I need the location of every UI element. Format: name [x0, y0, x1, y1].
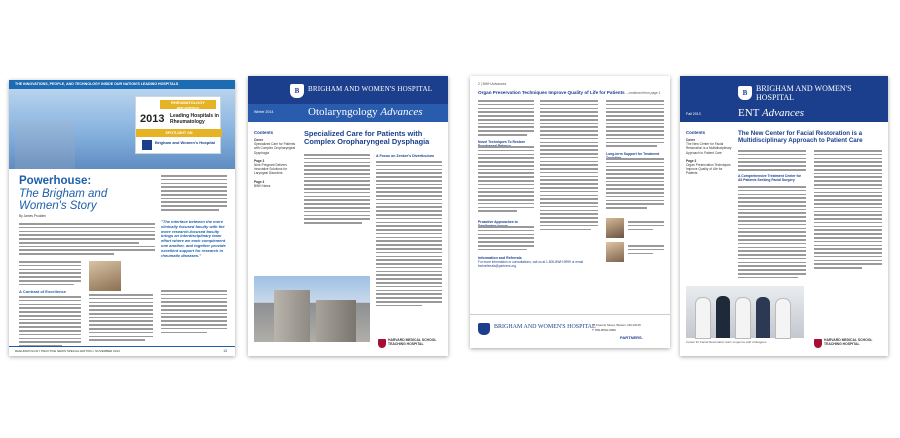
toc-text: Nine-Pregnant Delivers Innovative Solutions for Laryngeal Disorders	[254, 163, 288, 176]
contents-sidebar	[686, 130, 732, 176]
article-column-2	[376, 161, 442, 308]
journal-name: ENT	[738, 107, 760, 119]
masthead-hospital: BRIGHAM AND WOMEN'S HOSPITAL	[308, 85, 433, 93]
badge-sub: BEST HOSPITALS	[176, 107, 200, 110]
col-1-mid	[478, 146, 534, 214]
rheumatology-article-page	[9, 80, 235, 356]
badge-top: RHEUMATOLOGY	[170, 100, 206, 105]
info-text[interactable]: For more information or consultations, call us at 1-800-BWH-9999 or email bwhreferrals@partners.org.	[478, 260, 584, 269]
badge-year: 2013	[140, 113, 165, 125]
footer-address: 75 Francis Street, Boston, MA 02115	[592, 323, 641, 327]
ent-advances-page	[680, 76, 888, 356]
issue-date: Winter 2014	[254, 110, 274, 114]
bwh-shield-icon: B	[738, 86, 752, 100]
col-3-top	[606, 100, 664, 149]
running-header: 2 | BWH Advances	[478, 82, 507, 86]
footer-left: RHEUMATOLOGY PRACTICE NEWS SPECIAL EDITION • NOVEMBER 2013	[15, 349, 120, 353]
cover-headline: The New Center for Facial Restoration is a Multidisciplinary Approach to Patient Care	[738, 130, 863, 145]
article-title	[19, 175, 149, 213]
title-line3: Women's Story	[19, 200, 97, 212]
journal-advances: Advances	[761, 107, 805, 119]
journal-advances: Advances	[380, 106, 423, 118]
body-column-3	[161, 290, 227, 335]
footer-page-number: 13	[223, 349, 227, 353]
spotlight-name: Brigham and Women's Hospital	[155, 140, 215, 145]
section-heading: A Contrast of Excellence	[19, 289, 66, 294]
journal-title	[738, 107, 804, 119]
toc-page: Cover	[254, 138, 264, 142]
article-headline	[478, 90, 664, 95]
article-column-1	[738, 150, 806, 173]
journal-title	[308, 106, 423, 118]
top-banner	[9, 80, 235, 89]
info-title: Information and Referrals	[478, 256, 522, 260]
footer-text: HARVARD MEDICAL SCHOOL TEACHING HOSPITAL	[388, 338, 437, 347]
page-footer	[9, 346, 235, 356]
toc-item[interactable]	[254, 159, 298, 176]
spotlight-bar: SPOTLIGHT ON	[136, 129, 222, 137]
doctor-profile-2	[606, 242, 664, 264]
issue-bar	[248, 104, 448, 122]
right-column-text	[161, 175, 227, 213]
continued-note: ...continued from page 1	[625, 91, 661, 95]
issue-date: Fall 2013	[686, 112, 701, 116]
subhead: A Comprehensive Treatment Center for All Patients Seeking Facial Surgery	[738, 174, 801, 182]
headline-text: Organ Preservation Techniques Improve Quality of Life for Patients	[478, 90, 625, 95]
toc-text: The New Center for Facial Restoration is a Multidisciplinary Approach to Patient Care	[686, 142, 732, 155]
contents-sidebar	[254, 130, 298, 188]
toc-item[interactable]	[686, 138, 732, 155]
col-1-top	[478, 100, 534, 138]
badge-line1: Leading Hospitals in	[170, 113, 219, 119]
body-column-2	[89, 294, 153, 343]
col-2	[540, 100, 598, 232]
toc-text: BWH News	[254, 183, 271, 188]
banner-text: THE INNOVATIONS, PEOPLE, AND TECHNOLOGY INSIDE OUR NATION'S LEADING HOSPITALS	[15, 82, 179, 86]
spotlight-logo	[142, 140, 152, 150]
toc-text: Specialized Care for Patients with Complex Oropharyngeal Dysphagia	[254, 142, 296, 155]
pull-quote: "The interface between the more clinically focused faculty with the more research-focused faculty brings an interdisciplinary team effort where we each complement one another, and together provide excellent support for research in rheumatic diseases."	[161, 219, 226, 258]
subhead-2: Proactive Approaches to	[478, 220, 518, 224]
toc-page: Page 3	[254, 158, 265, 163]
award-badge	[135, 96, 221, 154]
subhead: A Focus on Zenker's Diverticulum	[376, 154, 434, 158]
issue-bar	[680, 104, 888, 122]
col-3-mid	[606, 158, 664, 211]
cover-headline: Specialized Care for Patients with Complex Oropharyngeal Dysphagia	[304, 129, 430, 147]
hospital-building-photo	[254, 276, 370, 342]
subhead-1: Novel Techniques To Restore	[478, 140, 526, 144]
journal-name: Otolaryngology	[308, 106, 378, 118]
badge-line2: Rheumatology	[170, 119, 205, 125]
contents-heading: Contents	[254, 130, 274, 135]
author-photo	[89, 261, 121, 291]
byline: By James Prudden	[19, 214, 46, 218]
col-1-bottom	[478, 226, 534, 252]
footer-hospital: BRIGHAM AND WOMEN'S HOSPITAL	[494, 324, 596, 330]
contents-heading: Contents	[686, 130, 706, 135]
partners-logo: PARTNERS.	[620, 335, 643, 340]
article-column-1b	[738, 186, 806, 281]
body-column-1b	[19, 296, 81, 349]
toc-page: Page 3	[686, 158, 697, 163]
footer-phone: T: 800-BWH-9999	[592, 328, 616, 332]
toc-page: Page 4	[254, 179, 265, 184]
harvard-shield-icon	[814, 339, 822, 348]
building-image	[15, 120, 75, 169]
harvard-footer	[378, 338, 444, 350]
toc-item[interactable]	[254, 180, 298, 188]
organ-preservation-page	[470, 76, 670, 348]
doctor-profile-1	[606, 218, 664, 240]
toc-text: Organ Preservation Techniques Improve Quality of Life for Patients	[686, 163, 731, 176]
intro-paragraph	[19, 223, 155, 257]
otolaryngology-newsletter-page	[248, 76, 448, 356]
masthead-hospital: BRIGHAM AND WOMEN'S HOSPITAL	[756, 84, 852, 102]
bwh-shield-icon	[478, 323, 490, 335]
article-column-2	[814, 150, 882, 271]
team-photo	[686, 286, 804, 338]
subhead-3: Long-term Support for Treatment	[606, 152, 660, 156]
toc-item[interactable]	[254, 138, 298, 155]
harvard-shield-icon	[378, 339, 386, 348]
body-column-1	[19, 261, 81, 287]
photo-caption: Center for Facial Restoration team surgeons with colleagues	[686, 340, 767, 344]
bwh-shield-icon: B	[290, 84, 304, 98]
article-column-1	[304, 154, 370, 226]
harvard-footer	[814, 338, 884, 350]
toc-page: Cover	[686, 138, 696, 142]
toc-item[interactable]	[686, 159, 732, 176]
title-line1: Powerhouse:	[19, 175, 92, 187]
title-line2: The Brigham and	[19, 187, 108, 200]
footer-text: HARVARD MEDICAL SCHOOL TEACHING HOSPITAL	[824, 338, 873, 347]
page3-footer	[470, 314, 670, 348]
info-box	[478, 256, 598, 276]
